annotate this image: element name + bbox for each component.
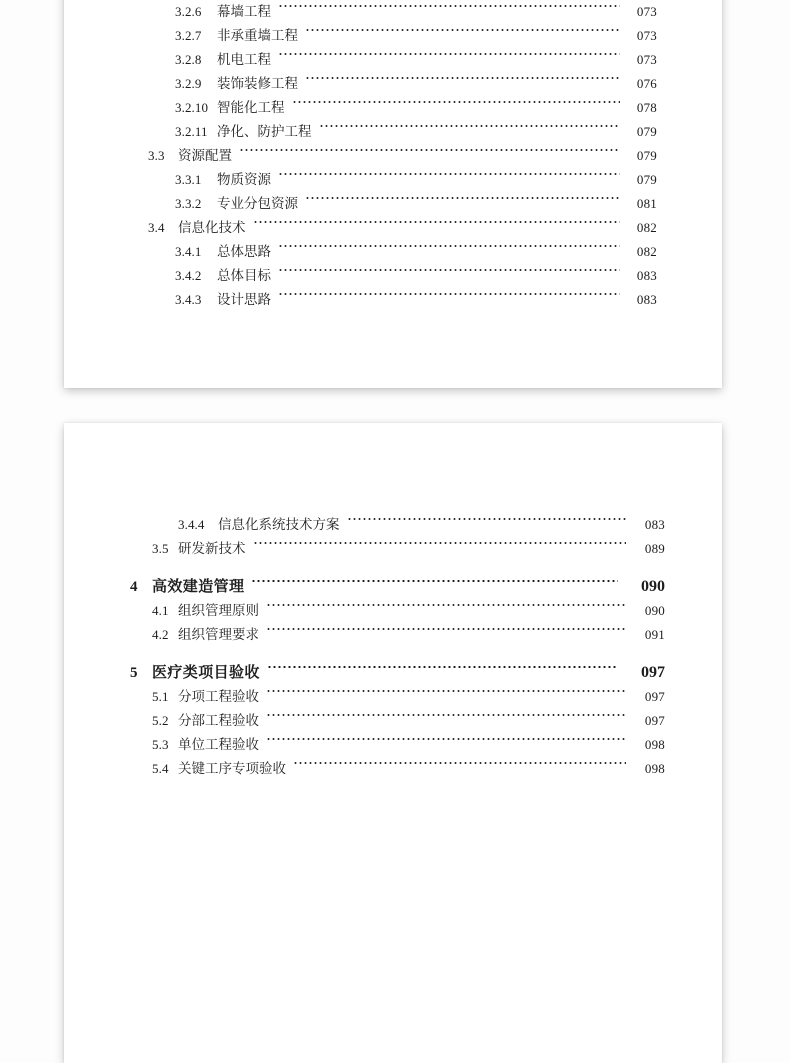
- toc-entry-title: 装饰装修工程: [217, 76, 298, 91]
- toc-entry-title: 信息化技术: [178, 220, 246, 235]
- toc-entry-page: 073: [636, 4, 657, 19]
- toc-entry-title: 分部工程验收: [178, 713, 259, 728]
- toc-entry-number: 3.3.2: [175, 196, 202, 211]
- toc-entry-number: 3.4.2: [175, 268, 202, 283]
- toc-entry-title: 幕墙工程: [217, 4, 271, 19]
- dot-leader: [305, 184, 620, 208]
- dot-leader: [251, 567, 618, 591]
- toc-entry-title: 资源配置: [178, 148, 232, 163]
- toc-entry-number: 5.4: [152, 761, 169, 776]
- dot-leader: [266, 615, 626, 639]
- toc-entry-page: 078: [636, 100, 657, 115]
- toc-entry-number: 3.2.6: [175, 4, 202, 19]
- toc-entry-page: 097: [644, 689, 665, 704]
- toc-entry-title: 非承重墙工程: [217, 28, 298, 43]
- toc-entry-title: 单位工程验收: [178, 737, 259, 752]
- toc-list-page-1: [64, 0, 722, 307]
- toc-entry-number: 3.4: [148, 220, 165, 235]
- toc-entry-number: 5: [130, 665, 138, 681]
- toc-entry-number: 3.4.1: [175, 244, 202, 259]
- dot-leader: [305, 16, 620, 40]
- toc-chapter-entry[interactable]: [64, 567, 722, 595]
- toc-entry-title: 专业分包资源: [217, 196, 298, 211]
- toc-entry-page: 089: [644, 541, 665, 556]
- dot-leader: [319, 112, 621, 136]
- document-page-1: [64, 0, 722, 388]
- toc-entry-page: 097: [641, 664, 665, 681]
- document-page-2: [64, 423, 722, 1063]
- toc-entry[interactable]: [64, 0, 722, 19]
- toc-entry-title: 关键工序专项验收: [178, 761, 286, 776]
- toc-entry-title: 信息化系统技术方案: [218, 517, 340, 532]
- toc-entry-page: 073: [636, 28, 657, 43]
- toc-entry-page: 083: [636, 268, 657, 283]
- toc-entry-page: 082: [636, 244, 657, 259]
- dot-leader: [293, 749, 626, 773]
- toc-entry-number: 3.3.1: [175, 172, 202, 187]
- toc-entry[interactable]: [64, 529, 722, 556]
- dot-leader: [266, 591, 626, 615]
- toc-entry-number: 4: [130, 579, 138, 595]
- toc-entry-title: 智能化工程: [217, 100, 285, 115]
- toc-entry-title: 分项工程验收: [178, 689, 259, 704]
- dot-leader: [266, 725, 626, 749]
- toc-entry-title: 总体目标: [217, 268, 271, 283]
- toc-entry-title: 高效建造管理: [152, 579, 245, 595]
- toc-entry-title: 医疗类项目验收: [152, 665, 260, 681]
- toc-entry[interactable]: [64, 505, 722, 532]
- toc-entry-number: 3.2.10: [175, 100, 209, 115]
- toc-entry-page: 073: [636, 52, 657, 67]
- toc-entry-title: 机电工程: [217, 52, 271, 67]
- toc-entry-number: 3.2.8: [175, 52, 202, 67]
- dot-leader: [278, 40, 620, 64]
- toc-entry-page: 091: [644, 627, 665, 642]
- dot-leader: [266, 701, 626, 725]
- toc-list-page-2: [64, 505, 722, 776]
- toc-entry-page: 079: [636, 124, 657, 139]
- toc-entry-number: 3.2.11: [175, 124, 208, 139]
- toc-entry-number: 4.2: [152, 627, 169, 642]
- dot-leader: [239, 136, 620, 160]
- toc-entry-number: 5.1: [152, 689, 169, 704]
- toc-entry-number: 4.1: [152, 603, 169, 618]
- dot-leader: [278, 232, 620, 256]
- toc-entry-number: 5.2: [152, 713, 169, 728]
- dot-leader: [253, 208, 621, 232]
- toc-entry-page: 079: [636, 148, 657, 163]
- toc-entry-title: 组织管理要求: [178, 627, 259, 642]
- toc-entry-title: 净化、防护工程: [217, 124, 312, 139]
- dot-leader: [267, 653, 618, 677]
- dot-leader: [278, 280, 620, 304]
- dot-leader: [347, 505, 627, 529]
- dot-leader: [278, 160, 620, 184]
- toc-entry-page: 097: [644, 713, 665, 728]
- toc-entry-page: 083: [636, 292, 657, 307]
- toc-chapter-entry[interactable]: [64, 653, 722, 681]
- dot-leader: [278, 256, 620, 280]
- toc-entry-page: 098: [644, 761, 665, 776]
- toc-entry-title: 研发新技术: [178, 541, 246, 556]
- toc-entry-page: 090: [644, 603, 665, 618]
- dot-leader: [253, 529, 627, 553]
- dot-leader: [266, 677, 626, 701]
- toc-entry-title: 组织管理原则: [178, 603, 259, 618]
- toc-entry-number: 3.3: [148, 148, 165, 163]
- dot-leader: [305, 64, 620, 88]
- toc-entry-title: 设计思路: [217, 292, 271, 307]
- toc-entry-number: 3.4.3: [175, 292, 202, 307]
- dot-leader: [278, 0, 620, 16]
- toc-entry-number: 3.2.9: [175, 76, 202, 91]
- toc-entry-number: 3.5: [152, 541, 169, 556]
- toc-entry-page: 079: [636, 172, 657, 187]
- toc-entry-page: 098: [644, 737, 665, 752]
- toc-entry-page: 076: [636, 76, 657, 91]
- toc-entry-number: 5.3: [152, 737, 169, 752]
- toc-entry-page: 090: [641, 578, 665, 595]
- toc-entry-number: 3.4.4: [178, 517, 205, 532]
- toc-entry-page: 081: [636, 196, 657, 211]
- toc-entry-page: 083: [644, 517, 665, 532]
- toc-entry-page: 082: [636, 220, 657, 235]
- toc-entry-title: 总体思路: [217, 244, 271, 259]
- toc-entry-number: 3.2.7: [175, 28, 202, 43]
- dot-leader: [292, 88, 621, 112]
- toc-entry-title: 物质资源: [217, 172, 271, 187]
